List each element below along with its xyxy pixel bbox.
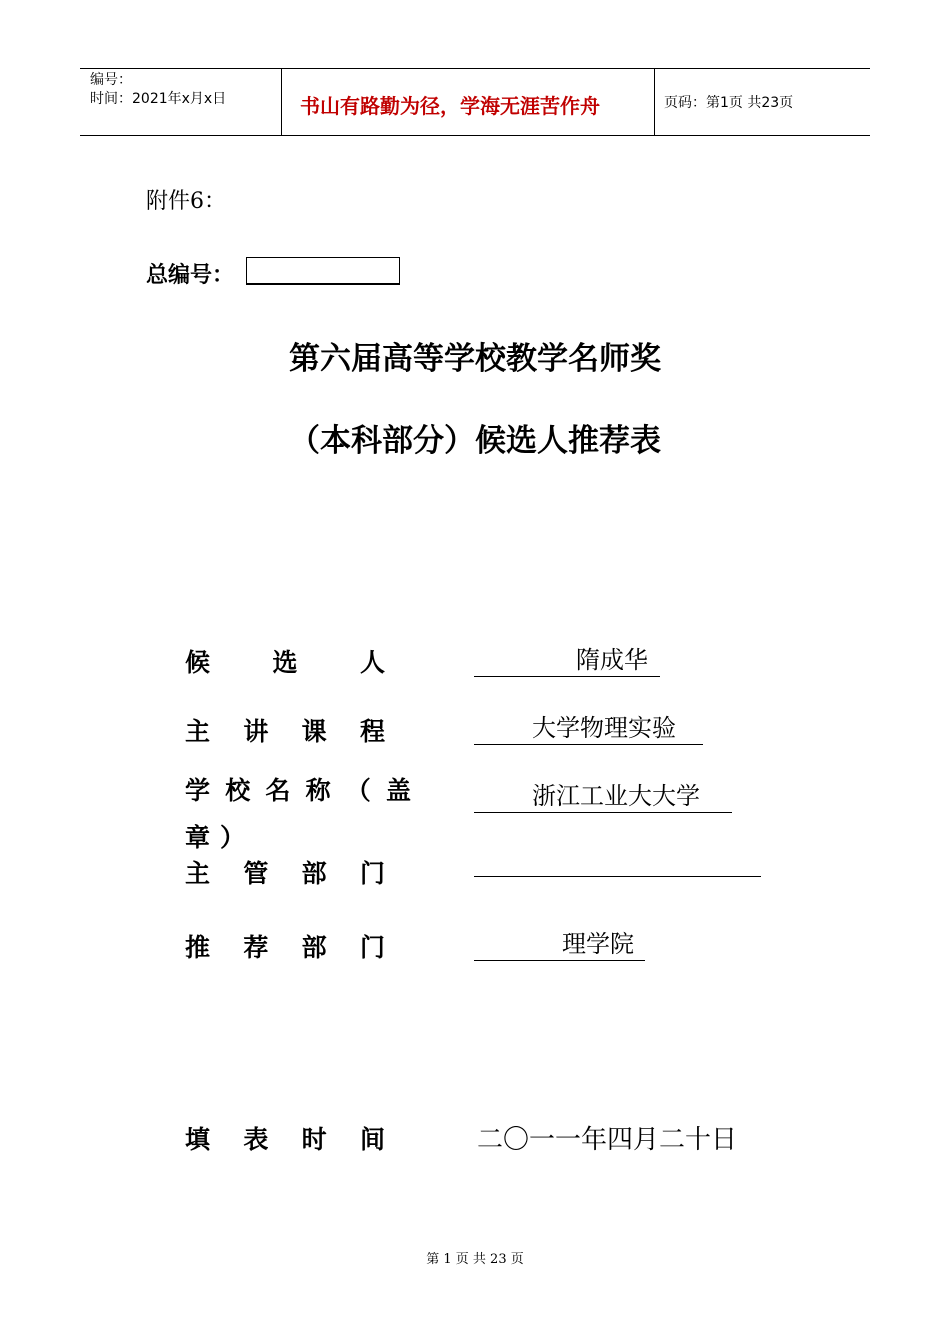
course-label: 主 讲 课 程: [185, 717, 385, 746]
page-indicator: 页码：第1页 共23页: [664, 95, 794, 111]
supervising-dept-field[interactable]: [474, 876, 761, 877]
course-value: 大学物理实验: [474, 712, 703, 745]
header-top-rule: [80, 68, 870, 69]
header-divider-left: [281, 68, 282, 136]
header-bottom-rule: [80, 135, 870, 136]
total-number-field[interactable]: [246, 257, 400, 285]
candidate-label: 候 选 人: [185, 648, 385, 677]
recommending-dept-label: 推 荐 部 门: [185, 933, 385, 962]
school-label-clipped: 章）: [185, 823, 256, 852]
school-value: 浙江工业大大学: [474, 780, 732, 813]
header-divider-right: [654, 68, 655, 136]
fill-date-value: 二〇一一年四月二十日: [477, 1125, 738, 1155]
attachment-label: 附件6：: [146, 189, 226, 214]
serial-label: 编号：: [90, 72, 132, 88]
document-title-line1: 第六届高等学校教学名师奖: [289, 341, 661, 377]
document-title-line2: （本科部分）候选人推荐表: [289, 423, 661, 459]
total-number-label: 总编号：: [146, 262, 235, 288]
school-label: 学 校 名 称 （ 盖: [185, 776, 411, 805]
recommending-dept-value: 理学院: [474, 928, 645, 961]
candidate-value: 隋成华: [474, 644, 660, 677]
supervising-dept-label: 主 管 部 门: [185, 859, 385, 888]
page-footer: 第 1 页 共 23 页: [426, 1252, 524, 1267]
time-label: 时间：2021年x月x日: [90, 91, 227, 107]
header-motto: 书山有路勤为径，学海无涯苦作舟: [300, 94, 600, 118]
fill-date-label: 填 表 时 间: [185, 1125, 385, 1154]
